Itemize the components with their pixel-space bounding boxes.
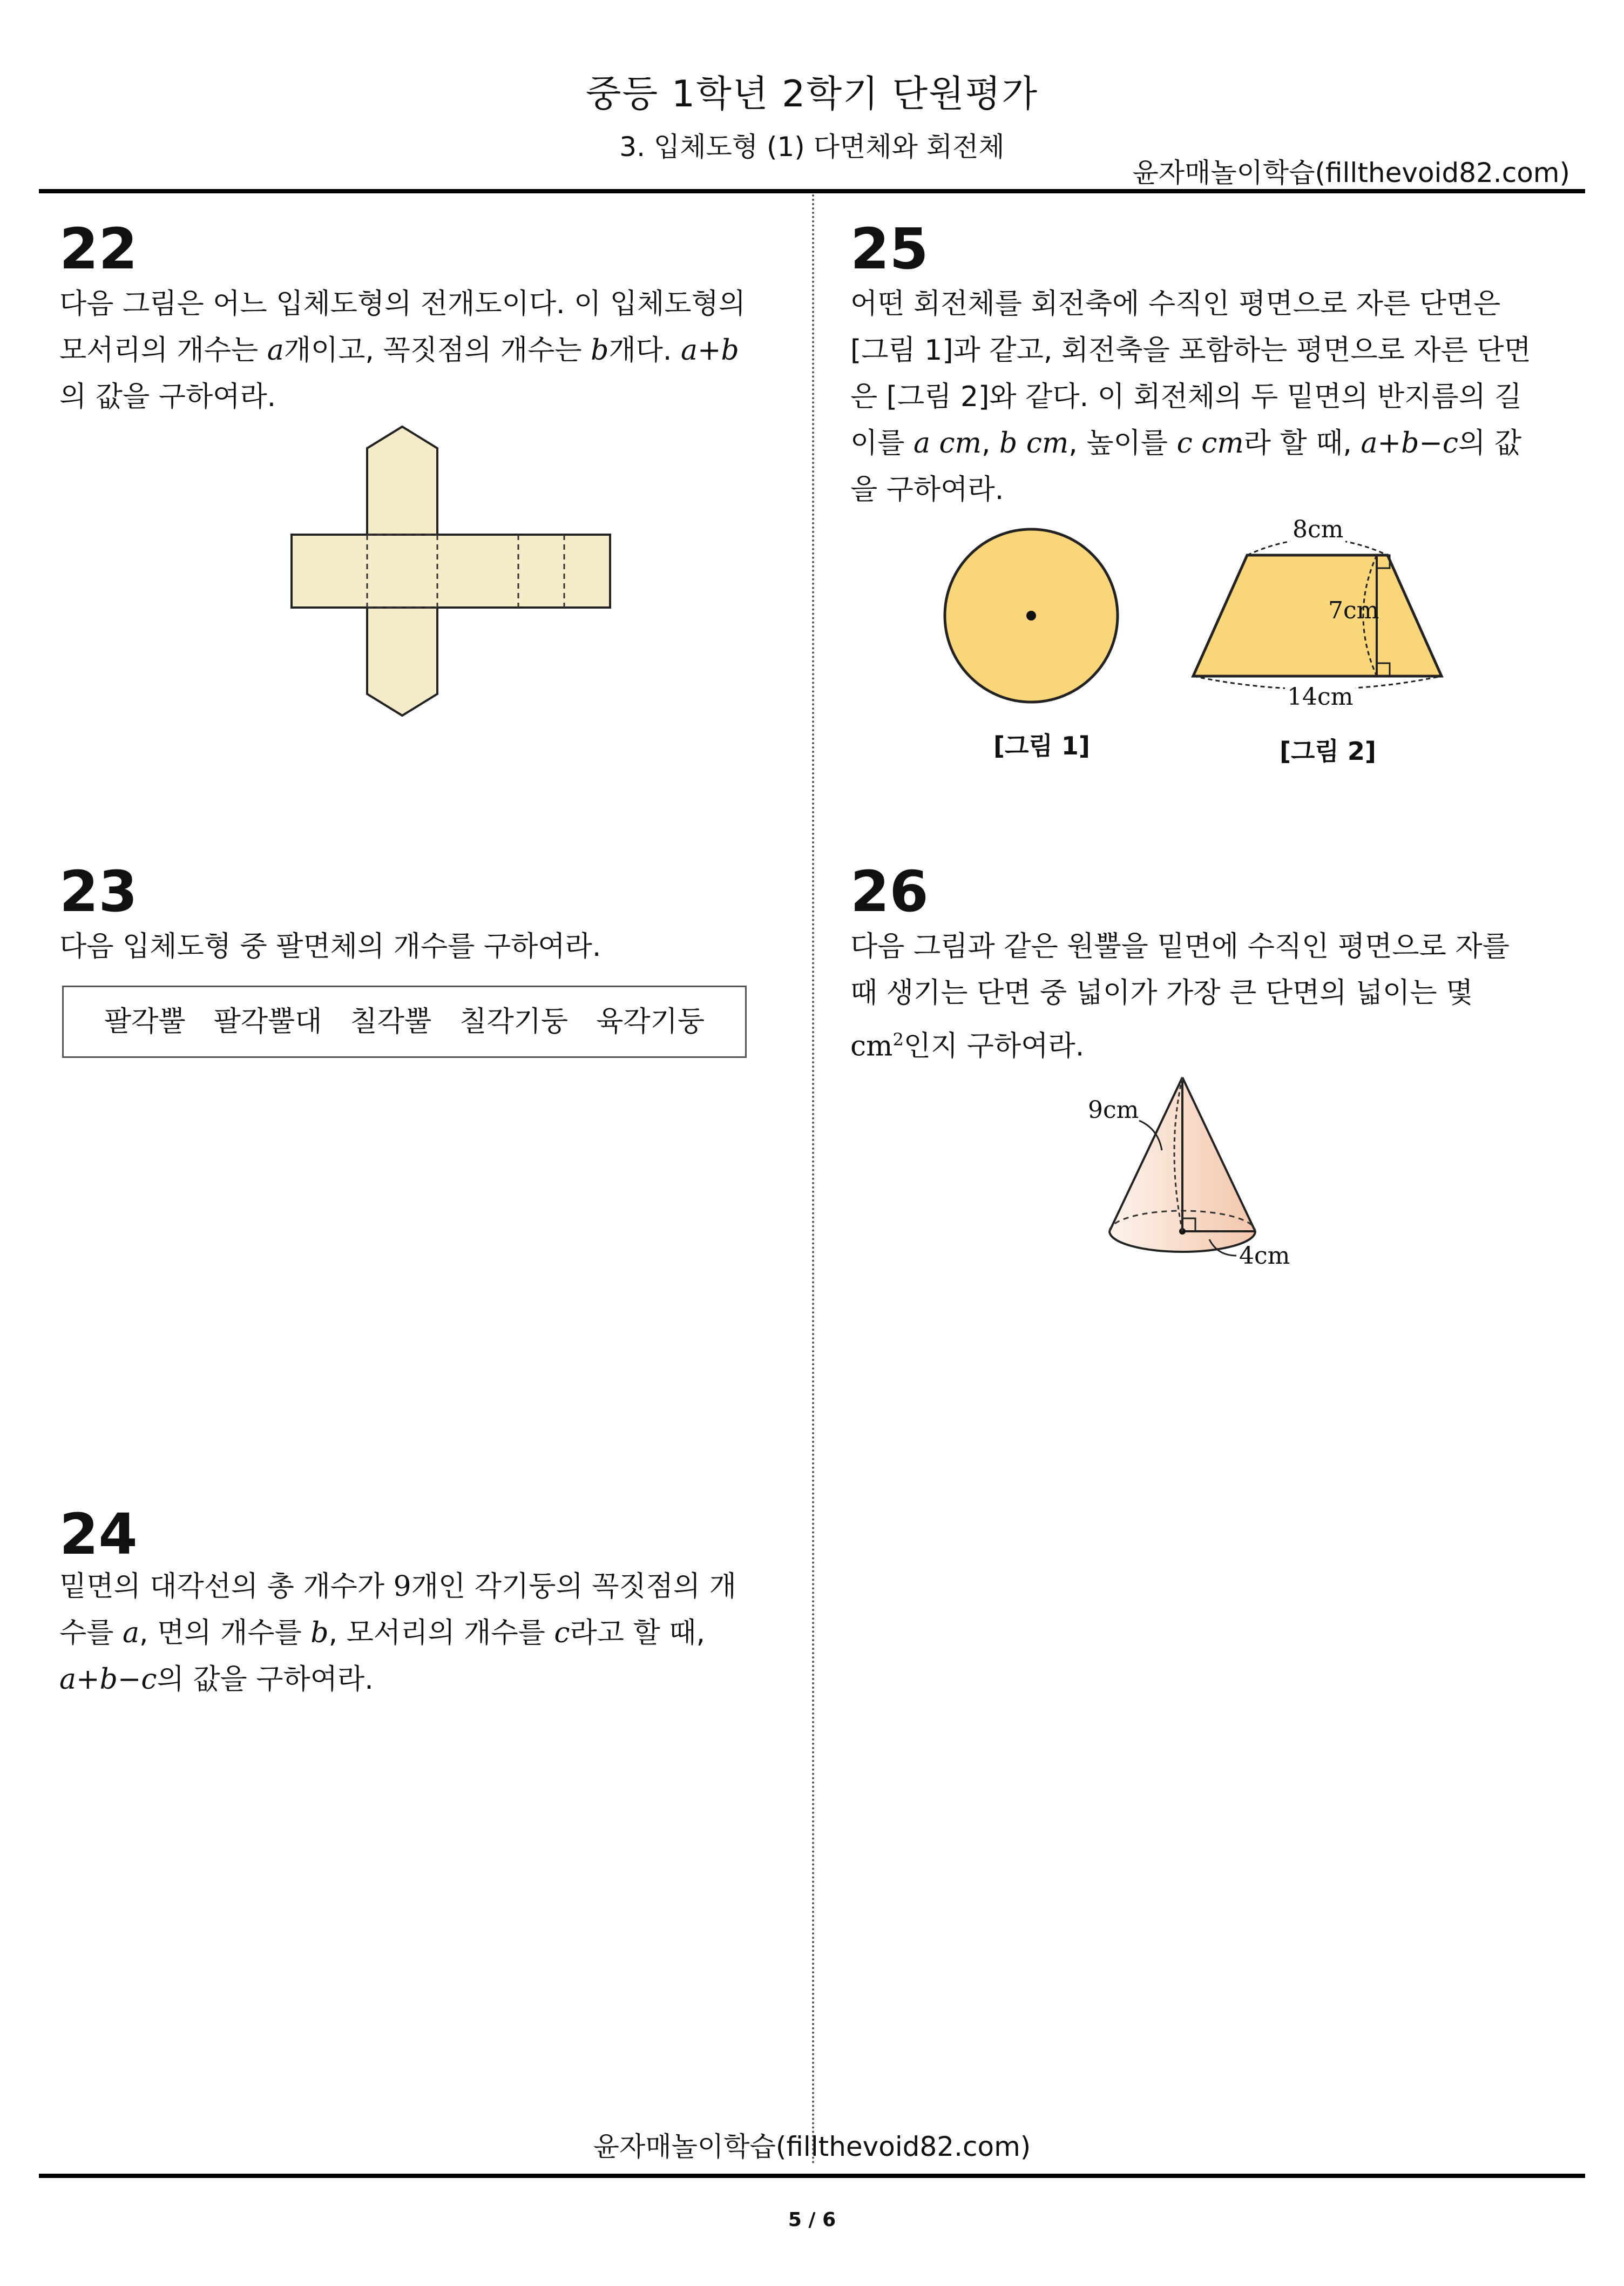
fig2-height-label: 7cm bbox=[1328, 597, 1379, 624]
question-number-24: 24 bbox=[59, 1501, 138, 1567]
footer-rule bbox=[39, 2174, 1585, 2178]
q22-line-3: 의 값을 구하여라. bbox=[59, 381, 276, 413]
fig2-top-label: 8cm bbox=[1290, 516, 1345, 543]
circle-center-dot bbox=[1026, 611, 1036, 621]
figure-1-caption: [그림 1] bbox=[993, 731, 1090, 760]
q26-line-2: 때 생기는 단면 중 넓이가 가장 큰 단면의 넓이는 몇 bbox=[850, 977, 1473, 1009]
page-number: 5 / 6 bbox=[788, 2209, 836, 2231]
question-number-22: 22 bbox=[59, 216, 138, 282]
q25-line-5: 을 구하여라. bbox=[850, 474, 1004, 506]
q24-line-2: 수를 a, 면의 개수를 b, 모서리의 개수를 c라고 할 때, bbox=[59, 1617, 705, 1649]
net-horizontal-strip bbox=[292, 535, 610, 608]
question-number-23: 23 bbox=[59, 859, 138, 925]
q25-line-2: [그림 1]과 같고, 회전축을 포함하는 평면으로 자른 단면 bbox=[850, 334, 1531, 367]
header-rule bbox=[39, 189, 1585, 193]
header-brand: 윤자매놀이학습(fillthevoid82.com) bbox=[1132, 157, 1570, 188]
q25-line-4: 이를 a cm, b cm, 높이를 c cm라 할 때, a+b−c의 값 bbox=[850, 427, 1522, 460]
choice-item: 칠각기둥 bbox=[459, 1006, 569, 1038]
trapezoid-shape bbox=[1193, 555, 1442, 676]
question-number-25: 25 bbox=[850, 216, 929, 282]
choice-item: 칠각뿔 bbox=[350, 1006, 432, 1038]
choice-item: 팔각뿔 bbox=[104, 1006, 186, 1038]
figure-1-circle bbox=[934, 521, 1128, 716]
figure-2-caption: [그림 2] bbox=[1280, 737, 1376, 766]
cone-radius-label: 4cm bbox=[1239, 1242, 1290, 1270]
question-number-26: 26 bbox=[850, 859, 929, 925]
net-top-arm bbox=[367, 427, 437, 535]
page-title: 중등 1학년 2학기 단원평가 bbox=[585, 73, 1039, 116]
q22-line-2: 모서리의 개수는 a개이고, 꼭짓점의 개수는 b개다. a+b bbox=[59, 334, 739, 367]
question-23-text: 다음 입체도형 중 팔면체의 개수를 구하여라. bbox=[59, 930, 601, 963]
question-25-text bbox=[850, 281, 1547, 513]
page-subtitle: 3. 입체도형 (1) 다면체와 회전체 bbox=[619, 131, 1005, 163]
q25-line-3: 은 [그림 2]와 같다. 이 회전체의 두 밑면의 반지름의 길 bbox=[850, 381, 1522, 413]
fig2-bottom-label: 14cm bbox=[1285, 683, 1355, 711]
question-24-text bbox=[59, 1563, 756, 1703]
q24-line-3: a+b−c의 값을 구하여라. bbox=[59, 1663, 374, 1696]
column-divider bbox=[812, 194, 814, 2166]
choice-item: 팔각뿔대 bbox=[213, 1006, 322, 1038]
q25-line-1: 어떤 회전체를 회전축에 수직인 평면으로 자른 단면은 bbox=[850, 288, 1501, 320]
q26-line-3: $cm^2$인지 구하여라. bbox=[850, 1029, 1085, 1063]
footer-brand: 윤자매놀이학습(fillthevoid82.com) bbox=[593, 2131, 1031, 2162]
q22-line-1: 다음 그림은 어느 입체도형의 전개도이다. 이 입체도형의 bbox=[59, 288, 746, 320]
choice-box bbox=[62, 986, 747, 1058]
question-22-text bbox=[59, 281, 756, 420]
q24-line-1: 밑면의 대각선의 총 개수가 9개인 각기둥의 꼭짓점의 개 bbox=[59, 1570, 736, 1603]
q26-line-1: 다음 그림과 같은 원뿔을 밑면에 수직인 평면으로 자를 bbox=[850, 930, 1510, 963]
net-diagram bbox=[286, 421, 621, 724]
choice-item: 육각기둥 bbox=[596, 1006, 705, 1038]
cone-height-label: 9cm bbox=[1088, 1096, 1139, 1124]
net-bottom-arm bbox=[367, 608, 437, 716]
question-26-text bbox=[850, 923, 1547, 1069]
